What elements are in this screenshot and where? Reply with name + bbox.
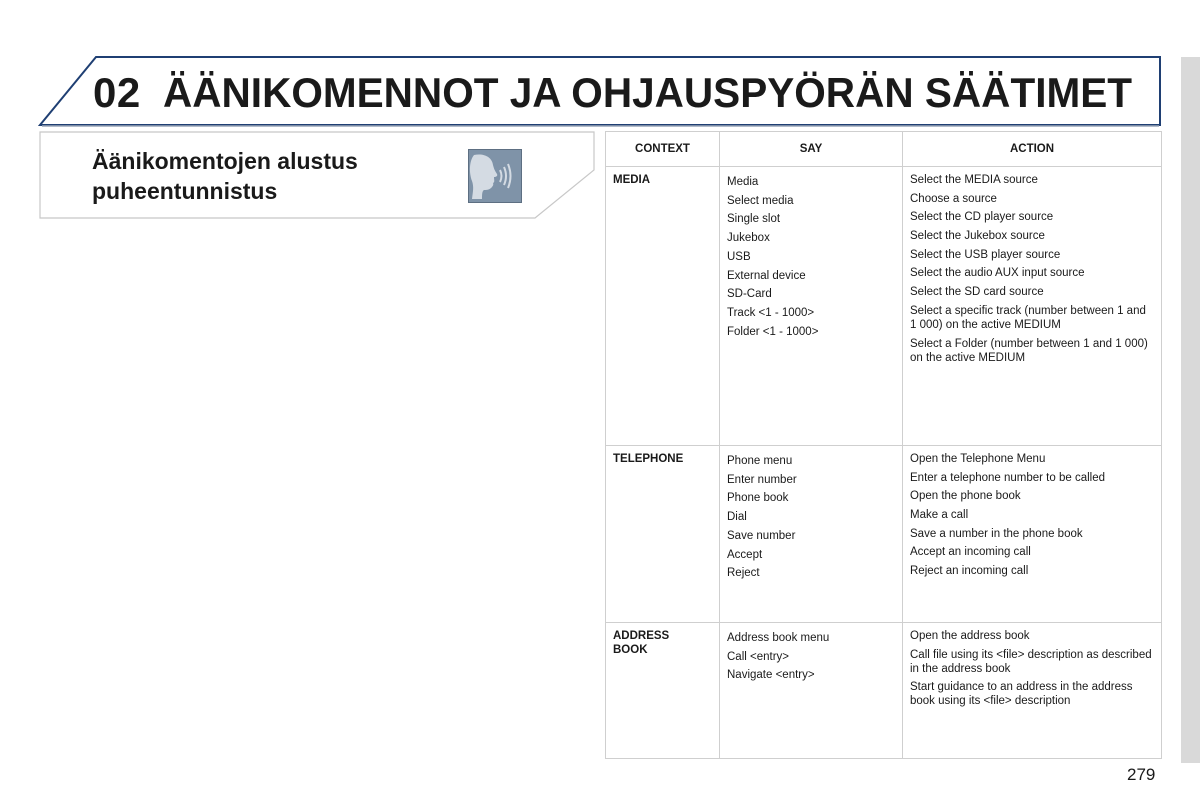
say-item: Track <1 - 1000> [727, 306, 815, 319]
say-item: Single slot [727, 213, 781, 226]
action-item: Start guidance to an address in the address book using its <file> description [910, 681, 1133, 708]
action-item: Open the phone book [910, 490, 1021, 503]
context-label: TELEPHONE [613, 453, 684, 465]
say-item: Enter number [727, 473, 797, 486]
say-item: Folder <1 - 1000> [727, 325, 819, 338]
column-header-context: CONTEXT [606, 132, 720, 167]
context-cell [606, 623, 720, 759]
action-item: Accept an incoming call [910, 546, 1031, 559]
action-cell [903, 446, 1162, 623]
action-item: Select the CD player source [910, 211, 1054, 224]
say-item: Accept [727, 548, 763, 561]
context-cell [606, 167, 720, 446]
say-item: Jukebox [727, 232, 770, 245]
action-item: Reject an incoming call [910, 565, 1029, 578]
context-label: BOOK [613, 644, 648, 656]
context-cell [606, 446, 720, 623]
action-item: Open the address book [910, 630, 1030, 642]
action-item: Select the USB player source [910, 248, 1061, 261]
say-cell [720, 623, 903, 759]
say-item: Reject [727, 567, 760, 580]
say-cell [720, 167, 903, 446]
say-item: External device [727, 269, 806, 282]
table-row-address-book [606, 623, 1162, 759]
table-row-media [606, 167, 1162, 446]
chapter-title: ÄÄNIKOMENNOT JA OHJAUSPYÖRÄN SÄÄTIMET [163, 69, 1133, 116]
section-title-line-1: Äänikomentojen alustus [92, 148, 358, 174]
action-item: Call file using its <file> description as described in the address book [910, 648, 1152, 675]
section-title-line-2: puheentunnistus [92, 178, 278, 204]
say-item: Phone book [727, 492, 789, 505]
action-item: Choose a source [910, 192, 997, 205]
voice-command-table [605, 131, 1162, 759]
action-cell [903, 167, 1162, 446]
action-item: Select a specific track (number between 1 and 1 000) on the active MEDIUM [910, 304, 1146, 331]
action-item: Select a Folder (number between 1 and 1 000) on the active MEDIUM [910, 337, 1148, 364]
column-header-action: ACTION [903, 132, 1162, 167]
say-item: Address book menu [727, 632, 830, 644]
table-header-row [606, 132, 1162, 167]
voice-command-icon [468, 149, 522, 203]
action-item: Select the SD card source [910, 286, 1044, 299]
action-cell [903, 623, 1162, 759]
say-item: SD-Card [727, 288, 772, 301]
action-item: Enter a telephone number to be called [910, 471, 1105, 484]
action-item: Select the audio AUX input source [910, 267, 1085, 280]
action-item: Select the MEDIA source [910, 174, 1038, 186]
action-item: Make a call [910, 509, 969, 522]
section-title [92, 146, 452, 206]
action-item: Open the Telephone Menu [910, 453, 1046, 465]
say-item: Save number [727, 529, 796, 542]
say-cell [720, 446, 903, 623]
table-row-telephone [606, 446, 1162, 623]
say-item: Media [727, 176, 759, 188]
action-item: Save a number in the phone book [910, 527, 1083, 540]
context-label: ADDRESS [613, 630, 670, 642]
say-item: Select media [727, 194, 794, 207]
column-header-say: SAY [720, 132, 903, 167]
say-item: Navigate <entry> [727, 669, 815, 682]
context-label: MEDIA [613, 174, 651, 186]
side-tab-strip [1181, 57, 1200, 763]
say-item: USB [727, 250, 751, 263]
say-item: Call <entry> [727, 650, 790, 663]
page-number: 279 [1127, 765, 1156, 784]
say-item: Dial [727, 511, 747, 524]
say-item: Phone menu [727, 455, 793, 467]
action-item: Select the Jukebox source [910, 230, 1045, 243]
chapter-number: 02 [93, 69, 141, 116]
